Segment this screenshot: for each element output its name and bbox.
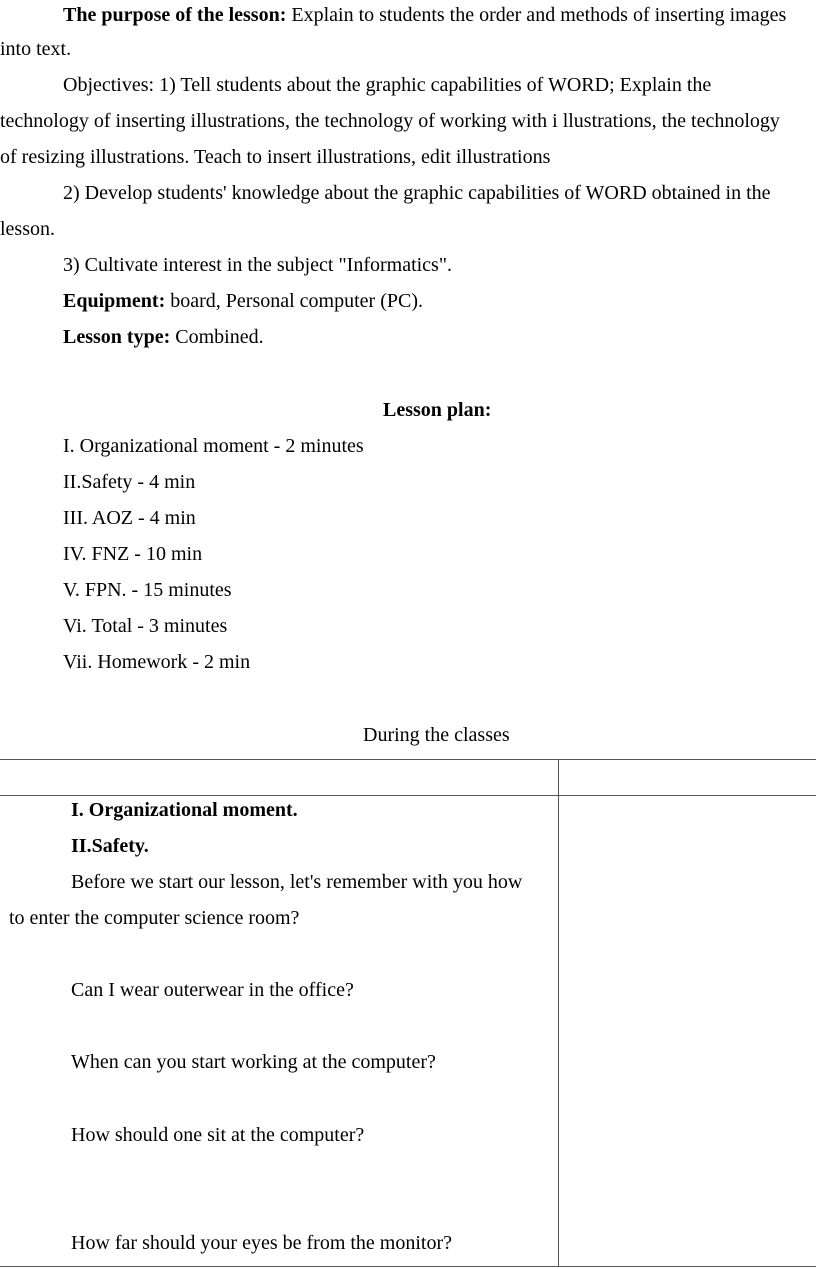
lesson-type-label: Lesson type: <box>63 326 171 348</box>
section-heading-organizational: I. Organizational moment. <box>71 799 298 821</box>
lesson-type-value: Combined. <box>170 326 264 348</box>
objective-2-line-1: 2) Develop students' knowledge about the graphic capabilities of WORD obtained in the <box>63 182 771 204</box>
safety-question: Can I wear outerwear in the office? <box>71 979 354 1001</box>
table-header-border <box>0 795 816 796</box>
objectives-line-3: of resizing illustrations. Teach to insert illustrations, edit illustrations <box>0 146 551 168</box>
lesson-plan-item: IV. FNZ - 10 min <box>63 543 203 565</box>
section-heading-safety: II.Safety. <box>71 835 149 857</box>
purpose-line-1 <box>63 3 786 27</box>
lesson-plan-item: V. FPN. - 15 minutes <box>63 579 232 601</box>
objectives-line-1: Objectives: 1) Tell students about the graphic capabilities of WORD; Explain the <box>63 74 712 96</box>
classes-title: During the classes <box>363 724 510 746</box>
lesson-plan-title: Lesson plan: <box>383 399 492 421</box>
table-column-divider <box>558 759 559 1266</box>
equipment-label: Equipment: <box>63 290 166 312</box>
table-bottom-border <box>0 1266 816 1267</box>
safety-intro-line-1: Before we start our lesson, let's remember with you how <box>71 871 523 893</box>
purpose-text: Explain to students the order and methods of inserting images <box>286 4 787 26</box>
purpose-label: The purpose of the lesson: <box>63 4 287 26</box>
safety-question: When can you start working at the computer? <box>71 1051 436 1073</box>
equipment-line <box>63 289 423 313</box>
lesson-plan-item: II.Safety - 4 min <box>63 471 196 493</box>
lesson-plan-item: I. Organizational moment - 2 minutes <box>63 435 364 457</box>
safety-question: How should one sit at the computer? <box>71 1124 365 1146</box>
objective-3: 3) Cultivate interest in the subject "Informatics". <box>63 254 453 276</box>
lesson-plan-item: Vii. Homework - 2 min <box>63 651 251 673</box>
table-top-border <box>0 759 816 760</box>
objectives-line-2: technology of inserting illustrations, the technology of working with i llustrations, the technology <box>0 110 780 132</box>
lesson-plan-item: Vi. Total - 3 minutes <box>63 615 228 637</box>
safety-intro-line-2: to enter the computer science room? <box>9 907 300 929</box>
lesson-type-line <box>63 325 264 349</box>
purpose-line-2: into text. <box>0 38 72 60</box>
safety-question: How far should your eyes be from the monitor? <box>71 1232 453 1254</box>
objective-2-line-2: lesson. <box>0 218 55 240</box>
equipment-value: board, Personal computer (PC). <box>165 290 423 312</box>
lesson-plan-item: III. AOZ - 4 min <box>63 507 196 529</box>
